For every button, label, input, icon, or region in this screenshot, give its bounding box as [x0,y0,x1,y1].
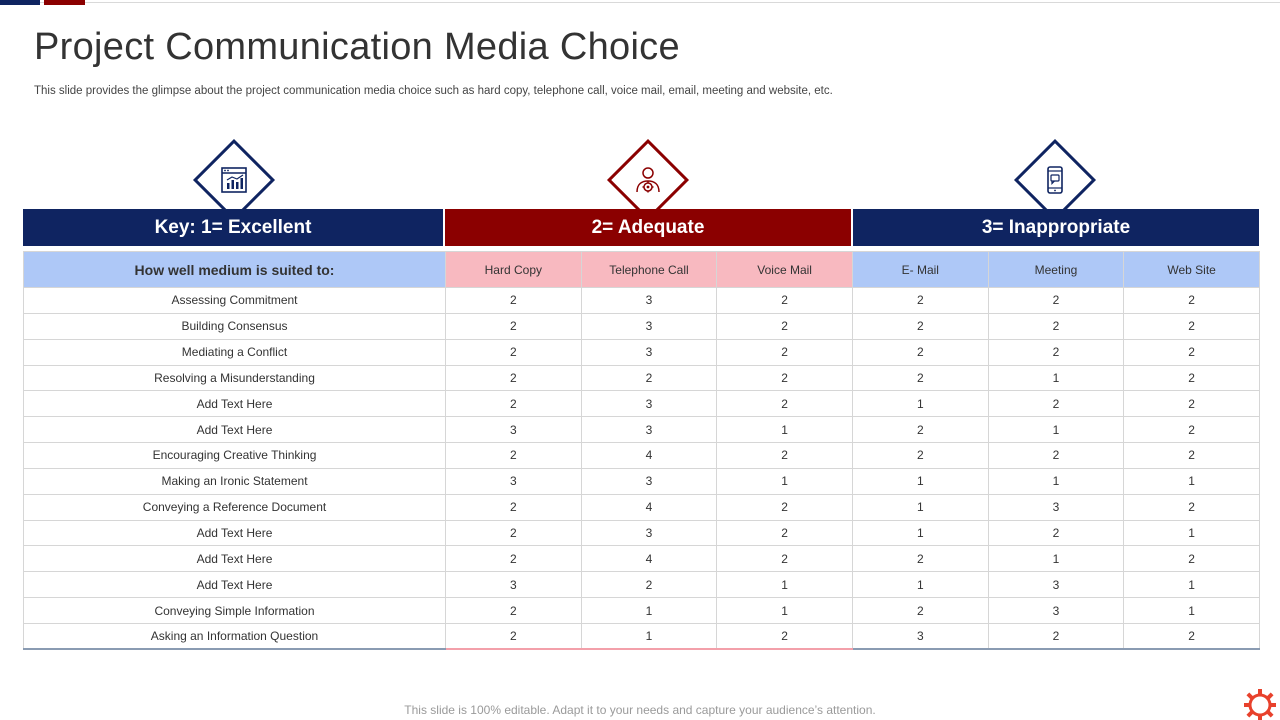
top-rule [0,2,1280,3]
rating-cell-telephone-call: 4 [581,443,717,469]
row-criterion-label: Add Text Here [24,520,446,546]
row-criterion-label: Building Consensus [24,313,446,339]
rating-cell-email: 1 [852,520,988,546]
lead-column-header: How well medium is suited to: [24,252,446,288]
row-criterion-label: Assessing Commitment [24,288,446,314]
table-row [24,443,1260,469]
rating-cell-hard-copy: 2 [446,494,582,520]
rating-cell-voice-mail: 1 [717,417,853,443]
rating-cell-telephone-call: 3 [581,313,717,339]
rating-cell-telephone-call: 4 [581,494,717,520]
rating-cell-meeting: 2 [988,443,1124,469]
rating-cell-telephone-call: 3 [581,468,717,494]
rating-cell-email: 2 [852,313,988,339]
table-row [24,520,1260,546]
table-row [24,623,1260,649]
table-row [24,288,1260,314]
rating-cell-voice-mail: 1 [717,572,853,598]
rating-cell-hard-copy: 2 [446,546,582,572]
row-criterion-label: Add Text Here [24,417,446,443]
rating-cell-hard-copy: 2 [446,623,582,649]
column-header-meeting: Meeting [988,252,1124,288]
column-header-hard-copy: Hard Copy [446,252,582,288]
rating-cell-email: 1 [852,391,988,417]
rating-cell-email: 2 [852,288,988,314]
rating-cell-hard-copy: 2 [446,598,582,624]
row-criterion-label: Conveying Simple Information [24,598,446,624]
rating-cell-email: 3 [852,623,988,649]
rating-cell-meeting: 1 [988,365,1124,391]
rating-cell-voice-mail: 2 [717,443,853,469]
rating-cell-voice-mail: 2 [717,623,853,649]
rating-cell-web-site: 2 [1124,365,1260,391]
column-header-telephone-call: Telephone Call [581,252,717,288]
rating-cell-hard-copy: 3 [446,417,582,443]
accent-tab-navy [0,0,40,5]
rating-cell-telephone-call: 1 [581,623,717,649]
rating-cell-telephone-call: 1 [581,598,717,624]
row-criterion-label: Resolving a Misunderstanding [24,365,446,391]
table-row [24,546,1260,572]
row-criterion-label: Encouraging Creative Thinking [24,443,446,469]
rating-cell-email: 2 [852,339,988,365]
rating-cell-web-site: 2 [1124,494,1260,520]
rating-cell-telephone-call: 3 [581,391,717,417]
rating-cell-meeting: 3 [988,572,1124,598]
rating-cell-telephone-call: 3 [581,520,717,546]
rating-cell-hard-copy: 2 [446,520,582,546]
rating-cell-hard-copy: 3 [446,572,582,598]
presentation-chart-icon [219,165,249,195]
rating-cell-hard-copy: 2 [446,443,582,469]
rating-cell-telephone-call: 4 [581,546,717,572]
rating-cell-web-site: 2 [1124,623,1260,649]
rating-cell-hard-copy: 2 [446,288,582,314]
table-header-row [24,252,1260,288]
person-gear-icon [633,165,663,195]
rating-cell-voice-mail: 2 [717,339,853,365]
key-adequate: 2= Adequate [445,209,851,246]
table-row [24,313,1260,339]
rating-cell-meeting: 2 [988,391,1124,417]
rating-cell-hard-copy: 3 [446,468,582,494]
rating-cell-voice-mail: 2 [717,494,853,520]
rating-cell-voice-mail: 2 [717,313,853,339]
table-body [24,288,1260,650]
row-criterion-label: Asking an Information Question [24,623,446,649]
table-row [24,339,1260,365]
table-row [24,598,1260,624]
column-header-web-site: Web Site [1124,252,1260,288]
rating-cell-web-site: 2 [1124,417,1260,443]
rating-cell-web-site: 2 [1124,443,1260,469]
rating-cell-email: 1 [852,468,988,494]
rating-cell-meeting: 2 [988,288,1124,314]
rating-cell-email: 1 [852,494,988,520]
column-header-voice-mail: Voice Mail [717,252,853,288]
rating-cell-email: 1 [852,572,988,598]
rating-cell-meeting: 2 [988,313,1124,339]
column-header-email: E- Mail [852,252,988,288]
page-subtitle: This slide provides the glimpse about the project communication media choice such as hard copy, telephone call, voice mail, email, meeting and website, etc. [34,85,833,97]
rating-cell-voice-mail: 1 [717,468,853,494]
rating-cell-hard-copy: 2 [446,339,582,365]
rating-cell-hard-copy: 2 [446,391,582,417]
rating-cell-voice-mail: 2 [717,365,853,391]
rating-cell-web-site: 2 [1124,391,1260,417]
gear-icon [1242,687,1278,720]
rating-cell-telephone-call: 3 [581,417,717,443]
table-row [24,494,1260,520]
rating-cell-meeting: 2 [988,520,1124,546]
rating-cell-meeting: 2 [988,339,1124,365]
rating-cell-meeting: 3 [988,494,1124,520]
rating-cell-meeting: 2 [988,623,1124,649]
key-header-row [23,209,1259,246]
rating-cell-web-site: 1 [1124,468,1260,494]
rating-cell-voice-mail: 1 [717,598,853,624]
page-title: Project Communication Media Choice [34,26,680,68]
key-excellent: Key: 1= Excellent [23,209,443,246]
rating-cell-web-site: 2 [1124,546,1260,572]
rating-cell-web-site: 2 [1124,339,1260,365]
mobile-chat-icon [1040,165,1070,195]
row-criterion-label: Making an Ironic Statement [24,468,446,494]
rating-cell-telephone-call: 2 [581,572,717,598]
rating-cell-web-site: 1 [1124,572,1260,598]
row-criterion-label: Add Text Here [24,391,446,417]
rating-cell-voice-mail: 2 [717,288,853,314]
rating-cell-web-site: 2 [1124,313,1260,339]
rating-cell-telephone-call: 3 [581,288,717,314]
rating-cell-hard-copy: 2 [446,365,582,391]
rating-cell-meeting: 3 [988,598,1124,624]
table-row [24,365,1260,391]
rating-cell-telephone-call: 3 [581,339,717,365]
key-inappropriate: 3= Inappropriate [853,209,1259,246]
media-choice-table [23,251,1260,650]
rating-cell-voice-mail: 2 [717,520,853,546]
table-row [24,417,1260,443]
rating-cell-web-site: 1 [1124,598,1260,624]
rating-cell-web-site: 2 [1124,288,1260,314]
footer-note: This slide is 100% editable. Adapt it to your needs and capture your audience’s attention. [404,703,876,717]
rating-cell-telephone-call: 2 [581,365,717,391]
rating-cell-email: 2 [852,365,988,391]
table-row [24,391,1260,417]
rating-cell-meeting: 1 [988,468,1124,494]
rating-cell-meeting: 1 [988,417,1124,443]
accent-tab-red [44,0,85,5]
rating-cell-email: 2 [852,443,988,469]
row-criterion-label: Conveying a Reference Document [24,494,446,520]
row-criterion-label: Mediating a Conflict [24,339,446,365]
rating-cell-voice-mail: 2 [717,546,853,572]
row-criterion-label: Add Text Here [24,572,446,598]
rating-cell-web-site: 1 [1124,520,1260,546]
table-row [24,572,1260,598]
rating-cell-hard-copy: 2 [446,313,582,339]
row-criterion-label: Add Text Here [24,546,446,572]
rating-cell-email: 2 [852,417,988,443]
rating-cell-email: 2 [852,598,988,624]
rating-cell-meeting: 1 [988,546,1124,572]
table-row [24,468,1260,494]
rating-cell-voice-mail: 2 [717,391,853,417]
rating-cell-email: 2 [852,546,988,572]
